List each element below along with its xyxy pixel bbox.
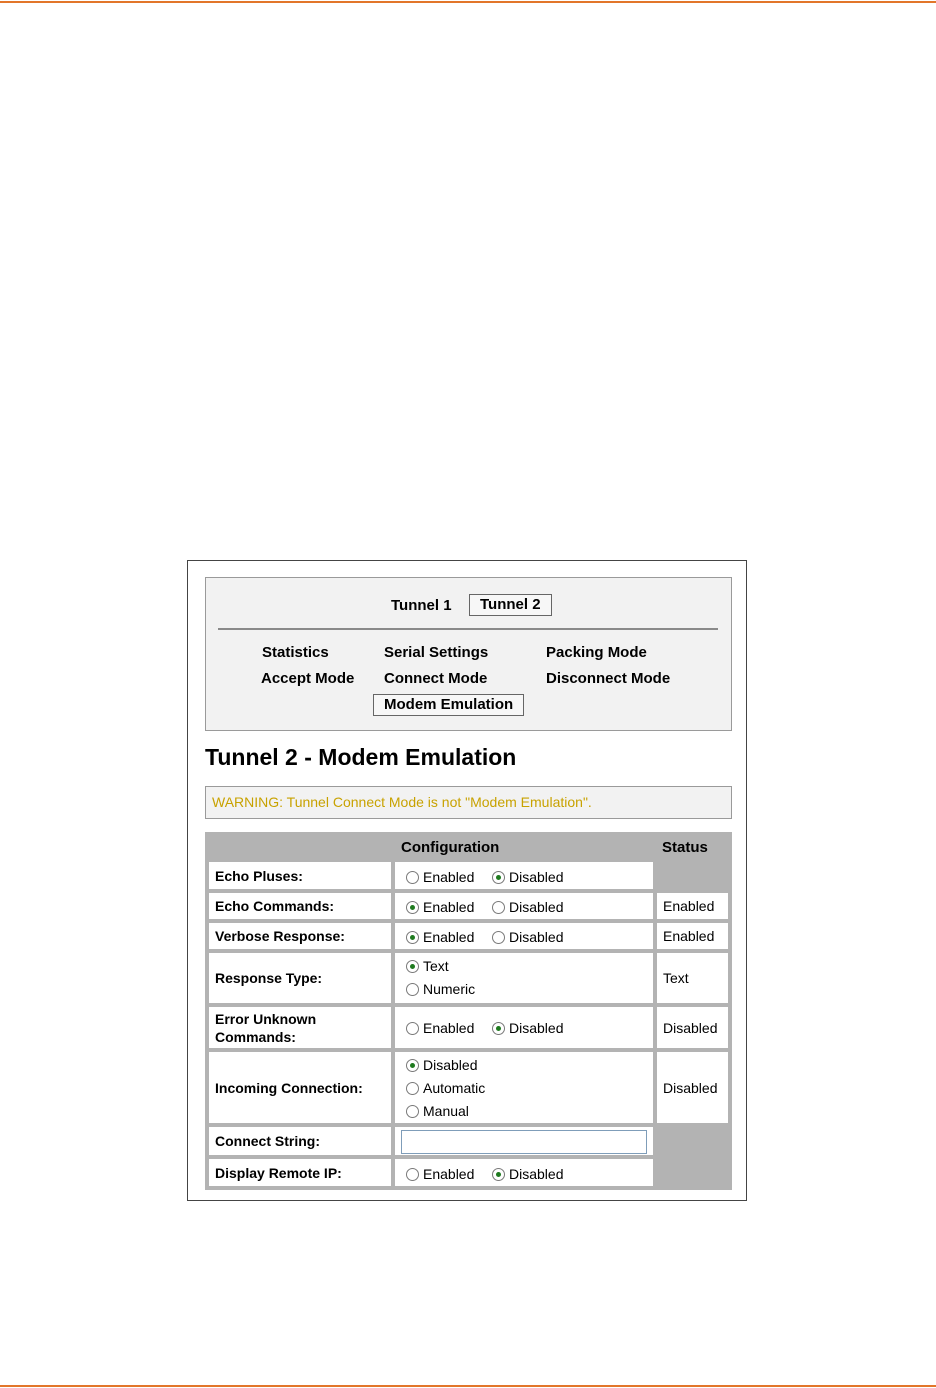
column-header-status: Status [662, 839, 708, 856]
radio-button-icon [406, 1168, 419, 1181]
screenshot-frame [187, 560, 747, 1201]
radio-label: Disabled [509, 1166, 564, 1182]
row-label-error-unknown-commands: Error Unknown Commands: [209, 1007, 391, 1048]
tab-tunnel-2[interactable]: Tunnel 2 [469, 594, 552, 616]
radio-label: Enabled [423, 869, 475, 885]
radio-label: Enabled [423, 929, 475, 945]
config-display-remote-ip [395, 1159, 653, 1186]
radio-button-icon [406, 983, 419, 996]
radio-option[interactable] [406, 898, 474, 916]
radio-label: Disabled [509, 929, 564, 945]
radio-option[interactable] [406, 1165, 474, 1183]
status-incoming-connection: Disabled [657, 1052, 728, 1123]
connect-string-input[interactable] [401, 1130, 647, 1154]
radio-label: Automatic [423, 1080, 486, 1096]
radio-option[interactable] [406, 868, 474, 886]
radio-button-icon [492, 901, 505, 914]
radio-option[interactable] [406, 957, 449, 975]
radio-label: Disabled [509, 869, 564, 885]
row-label-response-type: Response Type: [209, 953, 391, 1003]
nav-link-serial-settings[interactable]: Serial Settings [384, 644, 489, 661]
radio-label: Enabled [423, 1020, 475, 1036]
radio-button-icon [492, 931, 505, 944]
radio-option[interactable] [406, 1079, 485, 1097]
row-label-display-remote-ip: Display Remote IP: [209, 1159, 391, 1186]
radio-button-icon [406, 871, 419, 884]
radio-button-checked-icon [406, 960, 419, 973]
nav-link-statistics[interactable]: Statistics [262, 644, 329, 661]
page-title: Tunnel 2 - Modem Emulation [205, 744, 517, 770]
navigation-panel [205, 577, 732, 731]
status-echo-commands: Enabled [657, 893, 728, 919]
config-response-type [395, 953, 653, 1003]
radio-option[interactable] [406, 1056, 477, 1074]
config-echo-commands [395, 893, 653, 919]
status-error-unknown-commands: Disabled [657, 1007, 728, 1048]
row-label-echo-commands: Echo Commands: [209, 893, 391, 919]
status-verbose-response: Enabled [657, 923, 728, 949]
radio-button-checked-icon [492, 1022, 505, 1035]
row-label-echo-pluses: Echo Pluses: [209, 862, 391, 889]
nav-link-connect-mode[interactable]: Connect Mode [384, 670, 488, 687]
config-connect-string [395, 1127, 653, 1155]
row-label-verbose-response: Verbose Response: [209, 923, 391, 949]
radio-label: Numeric [423, 981, 476, 997]
footer-rule [0, 1385, 936, 1387]
config-error-unknown-commands [395, 1007, 653, 1048]
radio-option[interactable] [492, 928, 563, 946]
header-rule [0, 1, 936, 3]
radio-label: Disabled [423, 1057, 478, 1073]
radio-button-icon [406, 1022, 419, 1035]
radio-label: Manual [423, 1103, 469, 1119]
nav-link-disconnect-mode[interactable]: Disconnect Mode [546, 670, 671, 687]
radio-label: Text [423, 958, 449, 974]
tab-tunnel-1[interactable]: Tunnel 1 [391, 597, 452, 614]
config-echo-pluses [395, 862, 653, 889]
radio-label: Disabled [509, 1020, 564, 1036]
radio-label: Enabled [423, 1166, 475, 1182]
radio-option[interactable] [492, 898, 563, 916]
nav-link-modem-emulation[interactable]: Modem Emulation [373, 694, 524, 716]
config-incoming-connection [395, 1052, 653, 1123]
radio-button-checked-icon [406, 1059, 419, 1072]
radio-option[interactable] [406, 980, 475, 998]
radio-button-checked-icon [406, 901, 419, 914]
radio-button-checked-icon [492, 871, 505, 884]
radio-label: Disabled [509, 899, 564, 915]
radio-button-checked-icon [406, 931, 419, 944]
radio-option[interactable] [492, 1019, 563, 1037]
nav-divider [218, 628, 718, 630]
radio-option[interactable] [406, 1102, 469, 1120]
config-table [205, 832, 732, 1190]
radio-option[interactable] [492, 1165, 563, 1183]
nav-link-accept-mode[interactable]: Accept Mode [261, 670, 355, 687]
status-response-type: Text [657, 953, 728, 1003]
config-verbose-response [395, 923, 653, 949]
radio-button-icon [406, 1105, 419, 1118]
radio-label: Enabled [423, 899, 475, 915]
radio-option[interactable] [406, 1019, 474, 1037]
radio-button-checked-icon [492, 1168, 505, 1181]
row-label-incoming-connection: Incoming Connection: [209, 1052, 391, 1123]
radio-option[interactable] [492, 868, 563, 886]
warning-banner: WARNING: Tunnel Connect Mode is not "Modem Emulation". [205, 786, 732, 819]
radio-option[interactable] [406, 928, 474, 946]
row-label-connect-string: Connect String: [209, 1127, 391, 1155]
nav-link-packing-mode[interactable]: Packing Mode [546, 644, 647, 661]
radio-button-icon [406, 1082, 419, 1095]
column-header-configuration: Configuration [401, 839, 500, 856]
